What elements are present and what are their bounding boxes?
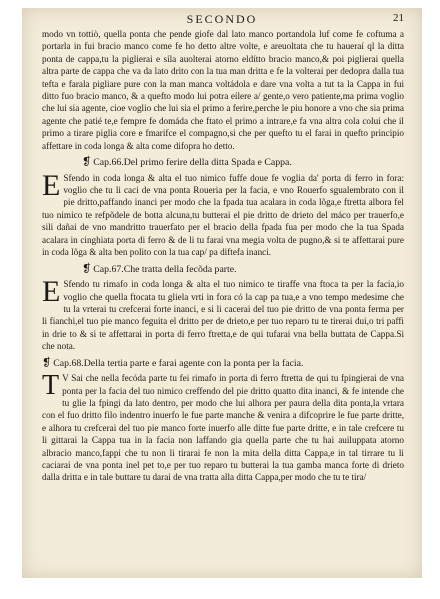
heading-text: Cap.68.Della tertia parte e farai agente con la ponta per la facia. — [53, 357, 304, 369]
paragraph-opening: modo vn tottiò, quella ponta che pende giofe dal lato manco portandola luf come fe coftuma a portarla in fui bracio manco come fe ho detto altre volte, e areuoltata che tu haueraí ql la ditta ponta de cappa,tu la piglierai e sila auolterai atorno eldítto bracio manco,& poi piglierai quella altra parte de cappa che va da lato drito con la tua man dritta e fe la volterai per dedopra dalla tua tefta e farala pigliare pure con la man manca voltádola e dare vna volta a tut ta la Cappa in fui ditto fuo bracio manco, & a quefto modo lui potra eílere a/ gente,o vero patiente,ma prima voglio che lui sia agente, cioe voglio che lui sia el primo a ferire,perche le piu honore a vno che sia prima agente che patié te,e fempre fe domáda che ftato el primo a intrare,e fa vna altra cola colui che il primo a tirare piglia core e fmarifce el compagno,si che per quefto tu el farai in quefto principio affettare in coda longa & alta come difopra ho detto. — [42, 29, 404, 151]
drop-cap: E — [42, 275, 61, 309]
paragraph-68: V Sai che nella fecóda parte tu fei rimafo in porta di ferro ftretta de qui tu fpingierai de vna ponta per la facia del tuo nimico creffendo del pie dritto quatto dita inanci, & fe intende che tu glie la fpingi da lato dentro, per modo che lui alhora per paura della dita ponta,la vrtara con el fuo dritto filo indentro inuerfo le fue parte manche & venira a difcoprire le fue parte dritte, e alhora tu crefcerai del tuo pie manco forte inuerfo alle dítte fue parte dritte, e in tale crefcere tu li gittarai la Cappa tua in la facia non laffando gia quella parte che tu hai auiluppata atorno albracio manco,fappi che tu non li tirarai fe non la mita della ditta Cappa,e in tal tirrare tu li caciarai de vna ponta inel pet to,e per tuo reparo tu butterai la tua gamba manca forte di drieto dalla dritta e in tale buttare tu darai de vna tratta alla ditta Cappa,per modo che tu te tira/ — [42, 373, 404, 483]
pilcrow-icon: ❡ — [82, 156, 92, 169]
drop-cap: E — [42, 168, 61, 202]
section-heading-66 — [82, 156, 404, 170]
pilcrow-icon: ❡ — [42, 356, 52, 369]
section-68 — [42, 372, 404, 484]
section-heading-68 — [42, 357, 404, 371]
heading-text: Cap.67.Che tratta della fecõda parte. — [93, 263, 237, 275]
section-66 — [42, 168, 404, 259]
paragraph-67: Sfendo tu rimafo in coda longa & alta el tuo nimico te tiraffe vna ftoca ta per la facia,io voglio che quella ftocata tu gliela vrti in fora có la cap pa tua,e a vno tempo medesime che tu la vrterai tu crefcerai forte inanci, e si li cacerai del tuo pie dritto de vna ponta ferma per li fianchi,el tuo pie manco feguita el dritto per de drieto,e per tuo reparo tu te tirerai dui,o tri paffi in drie to & si te affettarai in porta di ferro ftretta,e de qui tufarai vna bella buttata de Cappa.Si che nota. — [42, 279, 404, 352]
drop-cap: T — [42, 370, 60, 402]
pilcrow-icon: ❡ — [82, 262, 92, 275]
page-number: 21 — [393, 12, 404, 24]
heading-text: Cap.66.Del primo ferire della ditta Spada e Cappa. — [93, 157, 292, 169]
section-heading-67 — [82, 263, 404, 277]
running-head: SECONDO — [186, 12, 258, 26]
text-body — [42, 28, 404, 484]
section-67 — [42, 275, 404, 352]
page-header — [22, 12, 422, 28]
paragraph-66: Sfendo in coda longa & alta el tuo nimico fuffe doue fe voglia da' porta di ferro in fora: voglio che tu li caci de vna ponta Roueria per la facia, e vno Rouerfo sgualembrato con il pie dritto,paffando inanci per modo che la fpada tua acalara in coda lõga,e ftretta albora fel tuo nimico te refpõdele de botta alcuna,tu butterai el pie dritto de drieto del máco per trauerfo,e sili dañai de vno mandritto trauerfato per el bracio della fpada fua per modo che la tua Spada acalara in cinghiata porta di ferro & de li tu farai vna megia volta de pugno,& si te affettarai pure in coda lõga & alta ben polito con la tua cap/ pa diftefa inanci. — [42, 172, 404, 258]
book-page — [22, 8, 422, 578]
